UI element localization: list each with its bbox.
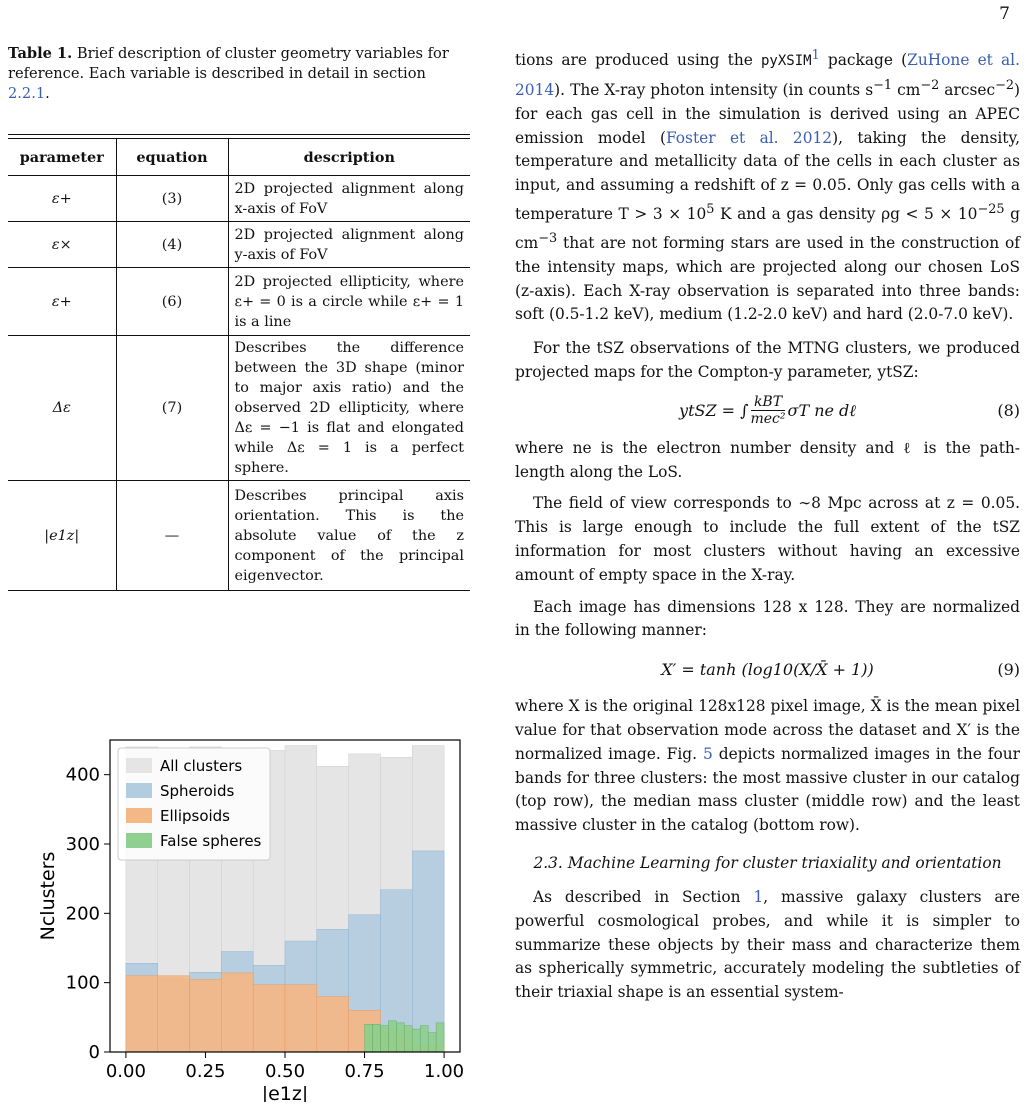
header-description: description: [228, 139, 470, 176]
superscript: −3: [538, 230, 558, 246]
legend-label: Spheroids: [160, 782, 235, 800]
legend-swatch: [126, 758, 152, 773]
superscript: −2: [995, 77, 1014, 93]
histogram-bar: [253, 985, 285, 1052]
param-cell: ε×: [8, 222, 116, 268]
legend-label: False spheres: [160, 832, 262, 850]
histogram-bar: [365, 1024, 373, 1052]
description-cell: 2D projected alignment along x-axis of FoV: [228, 176, 470, 222]
histogram-bar: [420, 1026, 428, 1052]
histogram-bar: [404, 1026, 412, 1052]
y-tick-label: 300: [65, 834, 100, 855]
text-span: cm: [892, 81, 921, 100]
legend-swatch: [126, 833, 152, 848]
description-cell: 2D projected ellipticity, where ε+ = 0 is a circle while ε+ = 1 is a line: [228, 268, 470, 336]
y-tick-label: 200: [65, 903, 100, 925]
superscript: −1: [873, 77, 893, 93]
param-cell: ε+: [8, 268, 116, 336]
equation-cell: (7): [116, 336, 228, 481]
histogram-bar: [285, 985, 317, 1052]
text-span: ). The X-ray photon intensity (in counts s: [554, 81, 874, 100]
header-equation: equation: [116, 139, 228, 176]
chart-legend: [118, 748, 270, 860]
legend-swatch: [126, 808, 152, 823]
paragraph-image-dims: Each image has dimensions 128 x 128. They are normalized in the following manner:: [515, 597, 1020, 640]
equation-number: (8): [997, 401, 1020, 421]
x-tick-label: 0.00: [105, 1061, 146, 1082]
y-tick-label: 100: [65, 972, 100, 994]
description-cell: 2D projected alignment along y-axis of FoV: [228, 222, 470, 268]
equation-number: (9): [997, 659, 1020, 679]
text-span: package (: [819, 51, 908, 70]
section-link[interactable]: 2.2.1: [8, 85, 46, 102]
table-row: [8, 222, 470, 268]
page-number: 7: [999, 4, 1010, 24]
y-tick-label: 0: [88, 1042, 100, 1063]
text-span: K and a gas density ρg < 5 × 10: [714, 205, 978, 224]
text-span: , massive galaxy clusters are powerful cosmological probes, and while it is simpler to summarize these objects by their mass and characterize them as spherically symmetric, accurately modeling the subtleties of their triaxial shape is an essential system-: [515, 888, 1021, 1002]
paragraph-field-of-view: The field of view corresponds to ∼8 Mpc across at z = 0.05. This is large enough to include the full extent of the tSZ information for most clusters without having an excessive amount of empty space in the X-ray.: [515, 494, 1020, 584]
left-column: [8, 44, 470, 591]
x-tick-label: 0.50: [264, 1061, 306, 1082]
y-tick-label: 400: [65, 764, 100, 786]
paragraph-tsz: For the tSZ observations of the MTNG clusters, we produced projected maps for the Compton-y parameter, ytSZ:: [515, 339, 1020, 382]
x-tick-label: 0.75: [344, 1061, 385, 1082]
histogram-bar: [412, 1029, 420, 1052]
citation-link-foster[interactable]: Foster et al. 2012: [665, 128, 833, 147]
citation-link-zuhone[interactable]: ZuHone et al. 2014: [515, 51, 1020, 100]
eq8-denominator: mec²: [750, 411, 786, 428]
param-cell: ε+: [8, 176, 116, 222]
legend-label: All clusters: [160, 757, 243, 775]
table-caption-text: Brief description of cluster geometry variables for reference. Each variable is described in detail in section: [8, 45, 449, 82]
code-pyxsim: pyXSIM: [761, 53, 812, 70]
figure-link[interactable]: 5: [702, 744, 713, 763]
text-span: g cm: [515, 205, 1020, 253]
histogram-bar: [373, 1024, 381, 1052]
table-row: [8, 481, 470, 591]
paragraph-ml: [515, 886, 1020, 1005]
equation-cell: (3): [116, 176, 228, 222]
header-parameter: parameter: [8, 139, 116, 176]
eq8-lhs: ytSZ = ∫: [679, 401, 749, 421]
superscript: 5: [706, 202, 715, 218]
histogram-bar: [317, 997, 349, 1052]
text-span: ), taking the density, temperature and metallicity data of the cells in each cluster as input, and assuming a redshift of z = 0.05. Only gas cells with a temperature T > 3 × 10: [515, 128, 1020, 224]
table-header-row: [8, 139, 470, 176]
histogram-bar: [380, 1026, 388, 1052]
eq8-rhs: σT ne dℓ: [787, 400, 856, 420]
y-axis-label: Nclusters: [37, 851, 59, 941]
superscript: −2: [920, 77, 940, 93]
equation-cell: (6): [116, 268, 228, 336]
eq8-numerator: kBT: [751, 394, 785, 411]
legend-swatch: [126, 783, 152, 798]
section-link[interactable]: 1: [753, 888, 764, 907]
histogram-bar: [428, 1033, 436, 1052]
right-column: [515, 44, 1020, 1005]
x-tick-label: 1.00: [424, 1061, 465, 1082]
text-span: that are not forming stars are used in the construction of the intensity maps, which are projected along our chosen LoS (z-axis). Each X-ray observation is separated into three bands: soft (0.5-1.2 keV), medium (1.2-2.0 keV) and hard (2.0-7.0 keV).: [515, 234, 1020, 324]
text-span: arcsec: [939, 81, 996, 100]
param-cell: |e1z|: [8, 481, 116, 591]
description-cell: Describes principal axis orientation. This is the absolute value of the z component of the principal eigenvector.: [228, 481, 470, 591]
histogram-bar: [221, 973, 253, 1052]
text-span: where X is the original 128x128 pixel image, X̄ is the mean pixel value for that observation mode across the dataset and X′ is the normalized image. Fig.: [515, 697, 1020, 763]
table-caption-label: Table 1.: [8, 45, 73, 62]
histogram-bar: [396, 1023, 404, 1052]
section-heading: 2.3. Machine Learning for cluster triaxiality and orientation: [533, 854, 1002, 873]
table-row: [8, 268, 470, 336]
histogram-chart: [8, 722, 470, 1102]
parameter-table: [8, 134, 470, 591]
text-span: As described in Section: [533, 888, 754, 907]
histogram-bar: [158, 976, 190, 1052]
text-span: ) for each gas cell in the simulation is derived using an APEC emission model (: [515, 81, 1021, 147]
histogram-bar: [126, 976, 158, 1052]
histogram-bar: [190, 979, 222, 1052]
paragraph-normalization: [515, 695, 1020, 838]
eq8-fraction: [751, 394, 786, 427]
equation-cell: —: [116, 481, 228, 591]
caption-end: .: [45, 85, 50, 102]
equation-8: [515, 385, 1020, 437]
histogram-figure: [8, 722, 470, 1102]
text-span: depicts normalized images in the four bands for three clusters: the most massive cluster in our catalog (top row), the median mass cluster (middle row) and the least massive cluster in the catalog (bottom row).: [515, 744, 1020, 835]
legend-label: Ellipsoids: [160, 807, 230, 825]
equation-cell: (4): [116, 222, 228, 268]
x-tick-label: 0.25: [185, 1061, 226, 1082]
table-row: [8, 336, 470, 481]
footnote-link[interactable]: 1: [811, 48, 820, 63]
description-cell: Describes the difference between the 3D shape (minor to major axis ratio) and the observed 2D ellipticity, where Δε = −1 is flat and elongated while Δε = 1 is a perfect sphere.: [228, 336, 470, 481]
text-span: tions are produced using the: [515, 51, 761, 70]
histogram-bar: [388, 1021, 396, 1052]
paragraph-electron-density: where ne is the electron number density and ℓ is the path-length along the LoS.: [515, 438, 1020, 481]
param-cell: Δε: [8, 336, 116, 481]
equation-9: [515, 643, 1020, 695]
paragraph-xray: [515, 44, 1020, 327]
x-axis-label: |e1z|: [261, 1083, 309, 1102]
superscript: −25: [977, 202, 1005, 218]
table-caption: [8, 44, 470, 104]
histogram-bar: [436, 1023, 444, 1052]
histogram-bar: [412, 851, 444, 1052]
table-row: [8, 176, 470, 222]
eq9-body: X′ = tanh (log10(X/X̄ + 1)): [661, 659, 874, 679]
